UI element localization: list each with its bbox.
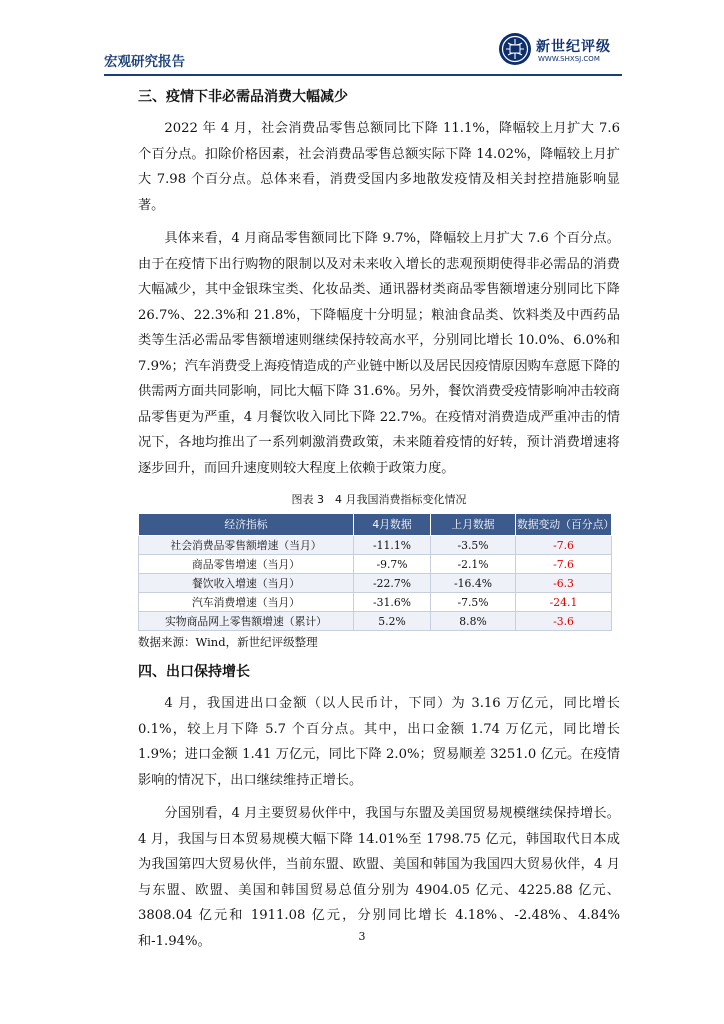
april-value-cell: -31.6% [354, 593, 431, 612]
table-row [139, 612, 612, 631]
column-header-indicator: 经济指标 [139, 514, 354, 536]
table-row [139, 536, 612, 555]
indicator-cell: 商品零售增速（当月） [139, 555, 354, 574]
header-divider [104, 74, 622, 76]
april-value-cell: -9.7% [354, 555, 431, 574]
previous-value-cell: -7.5% [431, 593, 516, 612]
page-number: 3 [358, 930, 366, 943]
change-value-cell: -3.6 [516, 612, 612, 631]
previous-value-cell: -16.4% [431, 574, 516, 593]
company-logo [498, 30, 628, 74]
change-value-cell: -6.3 [516, 574, 612, 593]
logo-url: WWW.SHXSJ.COM [538, 55, 600, 63]
column-header-april: 4月数据 [354, 514, 431, 536]
table-header-row [139, 514, 612, 536]
april-value-cell: -11.1% [354, 536, 431, 555]
indicator-cell: 实物商品网上零售额增速（累计） [139, 612, 354, 631]
previous-value-cell: -2.1% [431, 555, 516, 574]
change-value-cell: -7.6 [516, 555, 612, 574]
consumption-indicators-table [138, 513, 615, 631]
previous-value-cell: -3.5% [431, 536, 516, 555]
table-row [139, 593, 612, 612]
section-3-paragraph-1: 2022 年 4 月，社会消费品零售总额同比下降 11.1%，降幅较上月扩大 7.6 个百分点。扣除价格因素，社会消费品零售总额实际下降 14.02%，降幅较上月扩大 7.98 个百分点。总体来看，消费受国内多地散发疫情及相关封控措施影响显著。 [138, 121, 620, 213]
logo-emblem-icon [498, 32, 532, 66]
change-value-cell: -7.6 [516, 536, 612, 555]
page-header [0, 0, 724, 80]
section-4-paragraph-1: 4 月，我国进出口金额（以人民币计，下同）为 3.16 万亿元，同比增长 0.1%，较上月下降 5.7 个百分点。其中，出口金额 1.74 万亿元，同比增长 1.9%；进口金额 1.41 万亿元，同比下降 2.0%；贸易顺差 3251.0 亿元。在疫情影响的情况下，出口继续维持正增长。 [138, 696, 620, 788]
change-value-cell: -24.1 [516, 593, 612, 612]
april-value-cell: 5.2% [354, 612, 431, 631]
section-3-paragraph-2: 具体来看，4 月商品零售额同比下降 9.7%，降幅较上月扩大 7.6 个百分点。由于在疫情下出行购物的限制以及对未来收入增长的悲观预期使得非必需品的消费大幅减少，其中金银珠宝类、化妆品类、通讯器材类商品零售额增速分别同比下降 26.7%、22.3%和 21.8%，下降幅度十分明显；粮油食品类、饮料类及中西药品类等生活必需品零售额增速则继续保持较高水平，分别同比增长 10.0%、6.0%和 7.9%；汽车消费受上海疫情造成的产业链中断以及居民因疫情原因购车意愿下降的供需两方面共同影响，同比大幅下降 31.6%。另外，餐饮消费受疫情影响冲击较商品零售更为严重，4 月餐饮收入同比下降 22.7%。在疫情对消费造成严重冲击的情况下，各地均推出了一系列刺激消费政策，未来随着疫情的好转，预计消费增速将逐步回升，而回升速度则较大程度上依赖于政策力度。 [138, 231, 620, 476]
table-row [139, 555, 612, 574]
report-title: 宏观研究报告 [104, 54, 185, 70]
april-value-cell: -22.7% [354, 574, 431, 593]
previous-value-cell: 8.8% [431, 612, 516, 631]
indicator-cell: 汽车消费增速（当月） [139, 593, 354, 612]
section-4-paragraph-2: 分国别看，4 月主要贸易伙伴中，我国与东盟及美国贸易规模继续保持增长。4 月，我国与日本贸易规模大幅下降 14.01%至 1798.75 亿元，韩国取代日本成为我国第四大贸易伙伴，当前东盟、欧盟、美国和韩国为我国四大贸易伙伴，4 月与东盟、欧盟、美国和韩国贸易总值分别为 4904.05 亿元、4225.88 亿元、3808.04 亿元和 1911.08 亿元，分别同比增长 4.18%、-2.48%、4.84%和-1.94%。 [138, 806, 620, 949]
data-source-note: 数据来源：Wind，新世纪评级整理 [138, 635, 318, 649]
indicator-cell: 社会消费品零售额增速（当月） [139, 536, 354, 555]
column-header-previous-month: 上月数据 [431, 514, 516, 536]
section-4-heading: 四、出口保持增长 [138, 664, 250, 680]
figure-caption: 图表 3 4 月我国消费指标变化情况 [291, 493, 467, 506]
indicator-cell: 餐饮收入增速（当月） [139, 574, 354, 593]
report-body [138, 86, 620, 954]
section-3-heading: 三、疫情下非必需品消费大幅减少 [138, 89, 348, 105]
column-header-change: 数据变动（百分点） [516, 514, 612, 536]
table-row [139, 574, 612, 593]
logo-name: 新世纪评级 [536, 39, 611, 55]
